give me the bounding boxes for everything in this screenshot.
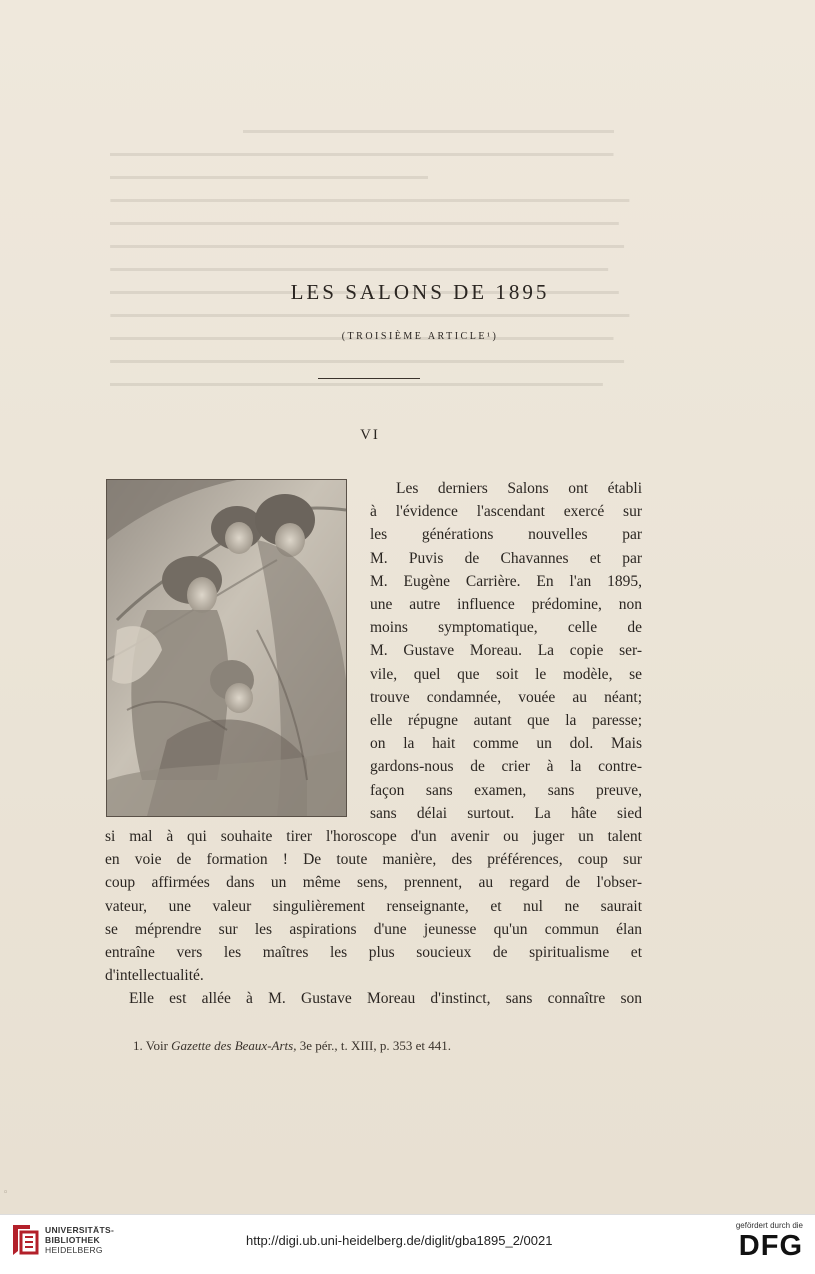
full-line: coup affirmées dans un même sens, prennent, au regard de l'obser-: [105, 874, 642, 892]
library-name-line2: BIBLIOTHEK: [45, 1235, 100, 1245]
footnote-ref: 3e pér., t. XIII, p. 353 et 441.: [299, 1038, 451, 1053]
right-line: trouve condamnée, vouée au néant;: [370, 688, 642, 706]
library-logo[interactable]: [10, 1223, 114, 1257]
right-line: moins symptomatique, celle de: [370, 619, 642, 637]
title-divider: [318, 378, 420, 379]
engraving-drawing: [107, 480, 346, 816]
full-line: entraîne vers les maîtres les plus soucieux de spiritualisme et: [105, 944, 642, 962]
funding-label: gefördert durch die: [735, 1221, 803, 1230]
final-paragraph-line: Elle est allée à M. Gustave Moreau d'instinct, sans connaître son: [129, 990, 642, 1008]
right-line: elle répugne autant que la paresse;: [370, 712, 642, 730]
footnote-number: 1.: [133, 1038, 143, 1053]
section-number: VI: [360, 427, 380, 443]
dfg-wordmark: DFG: [738, 1230, 803, 1262]
right-line: M. Puvis de Chavannes et par: [370, 549, 642, 567]
right-line: une autre influence prédomine, non: [370, 596, 642, 614]
right-line: Les derniers Salons ont établi: [396, 480, 642, 497]
full-line: d'intellectualité.: [105, 967, 204, 985]
dfg-logo[interactable]: [736, 1221, 803, 1262]
footnote: [133, 1038, 633, 1054]
right-line: gardons-nous de crier à la contre-: [370, 758, 642, 776]
article-title: LES SALONS DE 1895: [290, 280, 550, 304]
full-line: vateur, une valeur singulièrement renseignante, et nul ne saurait: [105, 897, 642, 915]
library-logo-icon: [10, 1223, 40, 1257]
right-line: façon sans examen, sans preuve,: [370, 781, 642, 799]
right-line: à l'évidence l'ascendant exercé sur: [370, 503, 642, 521]
right-line: sans délai surtout. La hâte sied: [370, 804, 642, 822]
edge-mark: ◦: [3, 1188, 9, 1198]
footnote-prefix: Voir: [145, 1038, 168, 1053]
right-line: M. Eugène Carrière. En l'an 1895,: [370, 572, 642, 590]
full-width-text: [105, 825, 642, 1011]
right-line: vile, quel que soit le modèle, se: [370, 665, 642, 683]
library-name-line1: UNIVERSITÄTS-: [45, 1225, 115, 1235]
full-line: se méprendre sur les aspirations d'une jeunesse qu'un commun élan: [105, 920, 642, 938]
engraving-illustration: [106, 479, 347, 817]
viewer-footer: [0, 1214, 815, 1274]
right-line: on la hait comme un dol. Mais: [370, 735, 642, 753]
bleed-through-text: [110, 110, 640, 410]
right-line: M. Gustave Moreau. La copie ser-: [370, 642, 642, 660]
footnote-journal: Gazette des Beaux-Arts,: [171, 1038, 297, 1053]
full-line: si mal à qui souhaite tirer l'horoscope d'un avenir ou juger un talent: [105, 828, 642, 845]
right-line: les générations nouvelles par: [370, 526, 642, 544]
library-name-line3: HEIDELBERG: [45, 1245, 103, 1255]
right-column-text: [370, 477, 642, 825]
full-line: en voie de formation ! De toute manière, des préférences, coup sur: [105, 851, 642, 869]
permalink-url[interactable]: http://digi.ub.uni-heidelberg.de/diglit/gba1895_2/0021: [246, 1233, 553, 1248]
article-subtitle: (TROISIÈME ARTICLE¹): [341, 331, 499, 342]
